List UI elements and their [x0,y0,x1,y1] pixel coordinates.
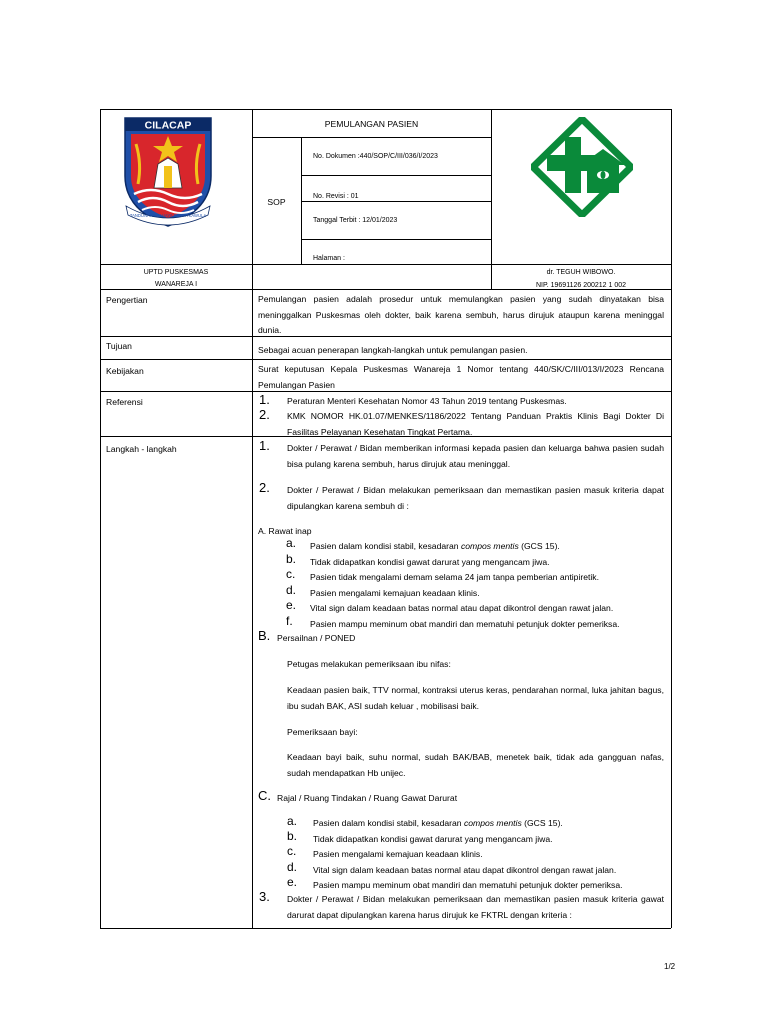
rawat-inap-item: Pasien tidak mengalami demam selama 24 jam tanpa pemberian antipiretik. [310,572,599,582]
item-letter: c. [287,844,297,858]
rawat-inap-item: Pasien dalam kondisi stabil, kesadaran compos mentis (GCS 15). [310,541,560,551]
emblem-motto: TANDUNAKA SAHAYA PUNYA KAWULA [129,213,207,218]
rawat-inap-item: Pasien mampu meminum obat mandiri dan mematuhi petunjuk dokter pemeriksa. [310,619,620,629]
bayi-criteria: Keadaan bayi baik, suhu normal, sudah BAK/BAB, menetek baik, tidak ada gangguan nafas, sudah mendapatkan Hb unijec. [287,752,664,778]
step-number: 1. [259,438,270,453]
item-letter: c. [286,567,296,581]
rawat-inap-item: Vital sign dalam keadaan batas normal atau dapat dikontrol dengan rawat jalan. [310,603,614,613]
pengertian-text: Pemulangan pasien adalah prosedur untuk memulangkan pasien yang sudah dinyatakan bisa meninggalkan Puskesmas oleh dokter, baik karena sembuh, harus dirujuk ataupun karena meninggal dunia. [258,294,664,335]
signer-nip: NIP. 19691126 200212 1 002 [535,282,627,289]
rajal-item: Pasien dalam kondisi stabil, kesadaran compos mentis (GCS 15). [313,818,563,828]
label-tujuan: Tujuan [106,341,132,351]
ref-number: 1. [259,392,270,407]
revision-number: No. Revisi : 01 [313,193,359,200]
rajal-item: Pasien mengalami kemajuan keadaan klinis. [313,849,483,859]
item-letter: d. [286,583,297,597]
item-letter: f. [286,614,293,628]
step1-text: Dokter / Perawat / Bidan memberikan informasi kepada pasien dan keluarga bahwa pasien sudah bisa pulang karena sembuh, harus dirujuk atau meninggal. [287,443,664,469]
bayi-intro: Pemeriksaan bayi: [287,727,358,737]
step-number: 2. [259,480,270,495]
rawat-inap-item: Pasien mengalami kemajuan keadaan klinis. [310,588,480,598]
step3-text: Dokter / Perawat / Bidan melakukan pemeriksaan dan memastikan pasien masuk kriteria gawat darurat dapat dipulangkan karena harus dirujuk ke FKTRL dengan kriteria : [287,894,664,920]
rawat-inap-item: Tidak didapatkan kondisi gawat darurat yang mengancam jiwa. [310,557,550,567]
item-letter: b. [287,829,298,843]
kebijakan-text: Surat keputusan Kepala Puskesmas Wanareja 1 Nomor tentang 440/SK/C/III/013/I/2023 Rencana Pemulangan Pasien [258,364,664,390]
item-letter: e. [286,598,297,612]
document-title: PEMULANGAN PASIEN [324,119,419,129]
item-letter: b. [286,552,297,566]
org-name-line1: UPTD PUSKESMAS [143,269,209,276]
ref-text: Peraturan Menteri Kesehatan Nomor 43 Tahun 2019 tentang Puskesmas. [287,396,567,406]
sop-label: SOP [267,197,286,207]
nifas-intro: Petugas melakukan pemeriksaan ibu nifas: [287,659,451,669]
signer-name: dr. TEGUH WIBOWO. [546,269,616,276]
rajal-item: Tidak didapatkan kondisi gawat darurat yang mengancam jiwa. [313,834,553,844]
ref-number: 2. [259,407,270,422]
ref-text: KMK NOMOR HK.01.07/MENKES/1186/2022 Tentang Panduan Praktis Klinis Bagi Dokter Di Fasilitas Pelayanan Kesehatan Tingkat Pertama. [287,411,664,437]
tujuan-text: Sebagai acuan penerapan langkah-langkah untuk pemulangan pasien. [258,345,528,355]
item-letter: a. [287,814,298,828]
item-letter: a. [286,536,297,550]
issue-date: Tanggal Terbit : 12/01/2023 [313,217,398,224]
emblem-region-label: CILACAP [144,119,192,132]
subsection-b-letter: B. [258,628,271,643]
rajal-item: Pasien mampu meminum obat mandiri dan mematuhi petunjuk dokter pemeriksa. [313,880,623,890]
label-referensi: Referensi [106,397,143,407]
puskesmas-logo [531,117,633,217]
doc-number: No. Dokumen :440/SOP/C/III/036/I/2023 [313,153,438,160]
cilacap-emblem [120,114,216,228]
org-name-line2: WANAREJA I [154,281,198,288]
nifas-criteria: Keadaan pasien baik, TTV normal, kontraksi uterus keras, pendarahan normal, luka jahitan bagus, ibu sudah BAK, ASI sudah keluar , mobilisasi baik. [287,685,664,711]
subsection-b-title: Persailnan / PONED [277,633,356,643]
item-letter: e. [287,875,298,889]
subsection-c-title: Rajal / Ruang Tindakan / Ruang Gawat Darurat [277,793,458,803]
subsection-c-letter: C. [258,788,271,803]
subsection-a-title: A. Rawat inap [258,526,312,536]
label-langkah: Langkah - langkah [106,444,177,454]
step-number: 3. [259,889,270,904]
label-kebijakan: Kebijakan [106,366,144,376]
label-pengertian: Pengertian [106,295,148,305]
page-number: 1/2 [664,962,676,971]
step2-text: Dokter / Perawat / Bidan melakukan pemeriksaan dan memastikan pasien masuk kriteria dapat dipulangkan karena sembuh di : [287,485,664,511]
item-letter: d. [287,860,298,874]
rajal-item: Vital sign dalam keadaan batas normal atau dapat dikontrol dengan rawat jalan. [313,865,617,875]
page-field: Halaman : [313,255,345,262]
